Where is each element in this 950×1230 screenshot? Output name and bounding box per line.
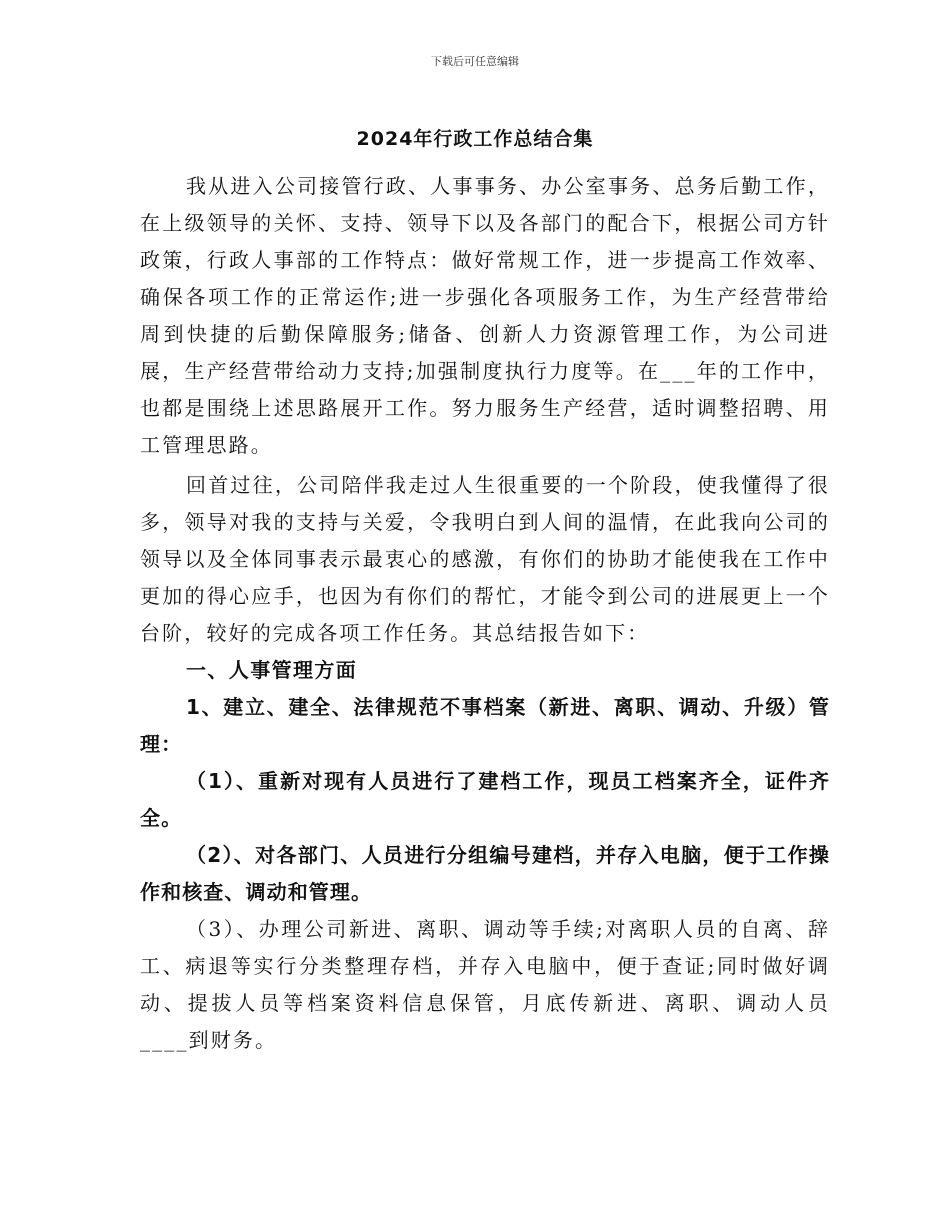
- paragraph-intro: 我从进入公司接管行政、人事事务、办公室事务、总务后勤工作，在上级领导的关怀、支持、领导下以及各部门的配合下，根据公司方针政策，行政人事部的工作特点：做好常规工作，进一步提高工作效率、确保各项工作的正常运作;进一步强化各项服务工作，为生产经营带给周到快捷的后勤保障服务;储备、创新人力资源管理工作，为公司进展，生产经营带给动力支持;加强制度执行力度等。在___年的工作中，也都是围绕上述思路展开工作。努力服务生产经营，适时调整招聘、用工管理思路。: [140, 174, 830, 457]
- document-title: 2024年行政工作总结合集: [356, 128, 594, 150]
- document-body: [140, 168, 830, 1059]
- section-heading-personnel: 一、人事管理方面: [186, 658, 358, 682]
- page-header-note: 下载后可任意编辑: [431, 55, 519, 68]
- item-sub-3: （3）、办理公司新进、离职、调动等手续;对离职人员的自离、辞工、病退等实行分类整理存档，并存入电脑中，便于查证;同时做好调动、提拔人员等档案资料信息保管，月底传新进、离职、调动人员____到财务。: [140, 917, 830, 1052]
- paragraph-reflection: 回首过往，公司陪伴我走过人生很重要的一个阶段，使我懂得了很多，领导对我的支持与关爱，令我明白到人间的温情，在此我向公司的领导以及全体同事表示最衷心的感激，有你们的协助才能使我在工作中更加的得心应手，也因为有你们的帮忙，才能令到公司的进展更上一个台阶，较好的完成各项工作任务。其总结报告如下：: [140, 473, 830, 645]
- item-sub-2: （2）、对各部门、人员进行分组编号建档，并存入电脑，便于工作操作和核查、调动和管理。: [140, 843, 830, 904]
- item-sub-1: （1）、重新对现有人员进行了建档工作，现员工档案齐全，证件齐全。: [140, 769, 830, 830]
- item-heading-archives: 1、建立、建全、法律规范不事档案（新进、离职、调动、升级）管理：: [140, 695, 830, 756]
